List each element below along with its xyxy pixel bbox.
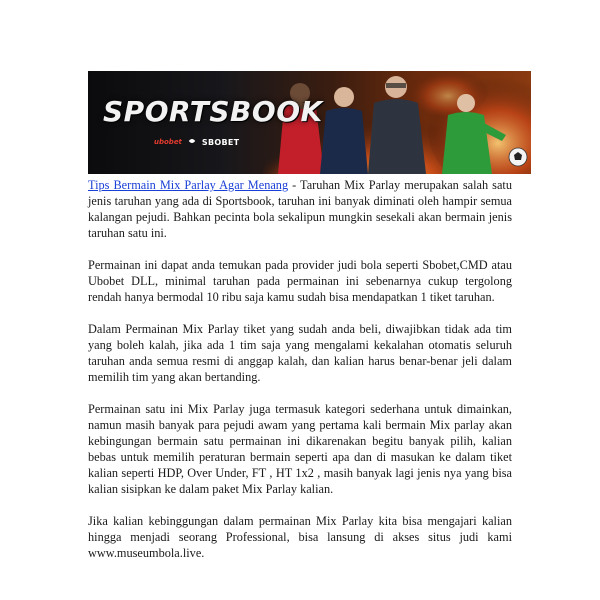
sportsbook-banner bbox=[88, 71, 531, 174]
paragraph-4: Permainan satu ini Mix Parlay juga termasuk kategori sederhana untuk dimainkan, namun masih banyak para pejudi awam yang pertama kali bermain Mix parlay akan kebingungan bermain satu permainan ini dikarenakan begitu banyak pilih, kalian bebas untuk memilih peraturan bermain seperti apa dan di masukan ke dalam tiket kalian seperti HDP, Over Under, FT , HT 1x2 , masih banyak lagi jenis nya yang bisa kalian sisipkan ke dalam paket Mix Parlay kalian. bbox=[88, 402, 512, 496]
sbobet-logo-icon bbox=[188, 137, 196, 147]
paragraph-1-text: - Taruhan Mix Parlay merupakan salah satu jenis taruhan yang ada di Sportsbook, taruhan ini banyak diminati oleh hampir semua kalangan pejudi. Bahkan pecinta bola sekalipun mungkin sesekali akan bermain jenis taruhan satu ini. bbox=[88, 178, 512, 240]
football-icon bbox=[509, 148, 527, 166]
banner-title: SPORTSBOOK bbox=[103, 95, 323, 128]
article-body bbox=[88, 177, 512, 577]
ubobet-logo: ubobet bbox=[154, 138, 182, 146]
paragraph-3: Dalam Permainan Mix Parlay tiket yang sudah anda beli, diwajibkan tidak ada tim yang boleh kalah, jika ada 1 tim saja yang mengalami kekalahan otomatis seluruh taruhan anda semua resmi di anggap kalah, dan kalian harus benar-benar jeli dalam memilih tim yang akan bertanding. bbox=[88, 322, 512, 384]
article-link[interactable]: Tips Bermain Mix Parlay Agar Menang bbox=[88, 178, 289, 192]
player-green-kit-icon bbox=[442, 94, 506, 174]
banner-brands bbox=[154, 137, 239, 147]
paragraph-1 bbox=[88, 177, 512, 241]
paragraph-2: Permainan ini dapat anda temukan pada provider judi bola seperti Sbobet,CMD atau Ubobet DLL, minimal taruhan pada permainan ini sebenarnya cukup tergolong rendah hanya bermodal 10 ribu saja kamu sudah bisa mendapatkan 1 tiket taruhan. bbox=[88, 258, 512, 304]
coach-icon bbox=[368, 76, 426, 174]
player-navy-jacket-icon bbox=[320, 87, 368, 174]
paragraph-5: Jika kalian kebinggungan dalam permainan Mix Parlay kita bisa mengajari kalian hingga menjadi seorang Professional, bisa lansung di akses situs judi kami www.museumbola.live. bbox=[88, 514, 512, 560]
sbobet-logo: SBOBET bbox=[201, 137, 240, 147]
